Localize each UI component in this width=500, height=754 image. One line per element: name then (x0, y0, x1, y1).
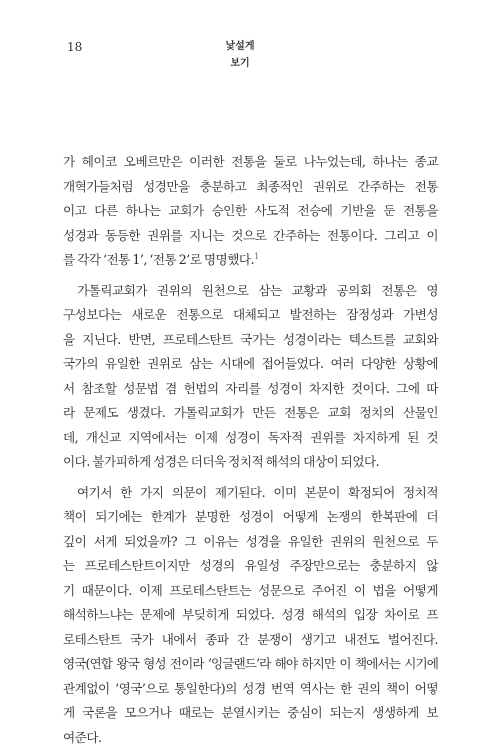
text-line: 구성보다는 새로운 전통으로 대체되고 발전하는 잠정성과 가변성 (63, 307, 438, 322)
text-line: 로테스탄트 국가 내에서 종파 간 분쟁이 생기고 내전도 벌어진다. (63, 631, 438, 647)
text-line: 개혁가들처럼 성경만을 충분하고 최종적인 권위로 간주하는 전통 (63, 178, 438, 194)
text-line: 여준다. (63, 729, 102, 745)
paragraph (63, 279, 438, 475)
page-number: 18 (67, 40, 83, 54)
text-line: 이다. 불가피하게 성경은 더더욱 정치적 해석의 대상이 되었다. (63, 454, 380, 469)
text-line: 가톨릭교회가 권위의 원천으로 삼는 교황과 공의회 전통은 영 (77, 282, 438, 298)
body-text (63, 150, 438, 750)
text-line: 라 문제도 생겼다. 가톨릭교회가 만든 전통은 교회 정치의 산물인 (63, 405, 438, 420)
text-line: 가 헤이코 오베르만은 이러한 전통을 둘로 나누었는데, 하나는 종교 (63, 154, 438, 169)
text-line: 서 참조할 성문법 겸 헌법의 자리를 성경이 차지한 것이다. 그에 따 (63, 380, 438, 396)
running-title-line-1: 낯설게 (225, 41, 255, 52)
text-line (63, 248, 438, 273)
text-line: 국가의 유일한 권위로 삼는 시대에 접어들었다. 여러 다양한 상황에 (63, 356, 438, 371)
text-line: 는 프로테스탄트이지만 성경의 유일성 주장만으로는 충분하지 않 (63, 558, 438, 573)
text-line: 관계없이 ‘영국’으로 통일한다)의 성경 번역 역사는 한 권의 책이 어떻 (63, 680, 438, 696)
footnote-marker[interactable]: 1 (254, 251, 259, 261)
running-title-line-2: 보기 (230, 58, 250, 69)
text-line-content: 를 각각 ‘전통 1’, ‘전통 2’로 명명했다. (63, 252, 255, 267)
text-line: 게 국론을 모으거나 때로는 분열시키는 중심이 되는지 생생하게 보 (63, 705, 438, 720)
text-line: 기 때문이다. 이제 프로테스탄트는 성문으로 주어진 이 법을 어떻게 (63, 582, 438, 598)
paragraph (63, 150, 438, 273)
text-line: 여기서 한 가지 의문이 제기된다. 이미 본문이 확정되어 정치적 (77, 484, 438, 500)
text-line: 성경과 동등한 권위를 지니는 것으로 간주하는 전통이다. 그리고 이 (63, 227, 438, 243)
text-line: 책이 되기에는 한계가 분명한 성경이 어떻게 논쟁의 한복판에 더 (63, 509, 438, 524)
text-line: 영국(연합 왕국 형성 전이라 ‘잉글랜드’라 해야 하지만 이 책에서는 시기에 (63, 656, 438, 671)
text-line: 이고 다른 하나는 교회가 승인한 사도적 전승에 기반을 둔 전통을 (63, 203, 438, 218)
running-title (200, 38, 280, 72)
text-line: 을 지닌다. 반면, 프로테스탄트 국가는 성경이라는 텍스트를 교회와 (63, 331, 438, 347)
text-line: 데, 개신교 지역에서는 이제 성경이 독자적 권위를 차지하게 된 것 (63, 429, 438, 445)
paragraph (63, 481, 438, 751)
text-line: 깊이 서게 되었을까? 그 이유는 성경을 유일한 권위의 원천으로 두 (63, 533, 438, 549)
text-line: 해석하느냐는 문제에 부딪히게 되었다. 성경 해석의 입장 차이로 프 (63, 607, 438, 622)
